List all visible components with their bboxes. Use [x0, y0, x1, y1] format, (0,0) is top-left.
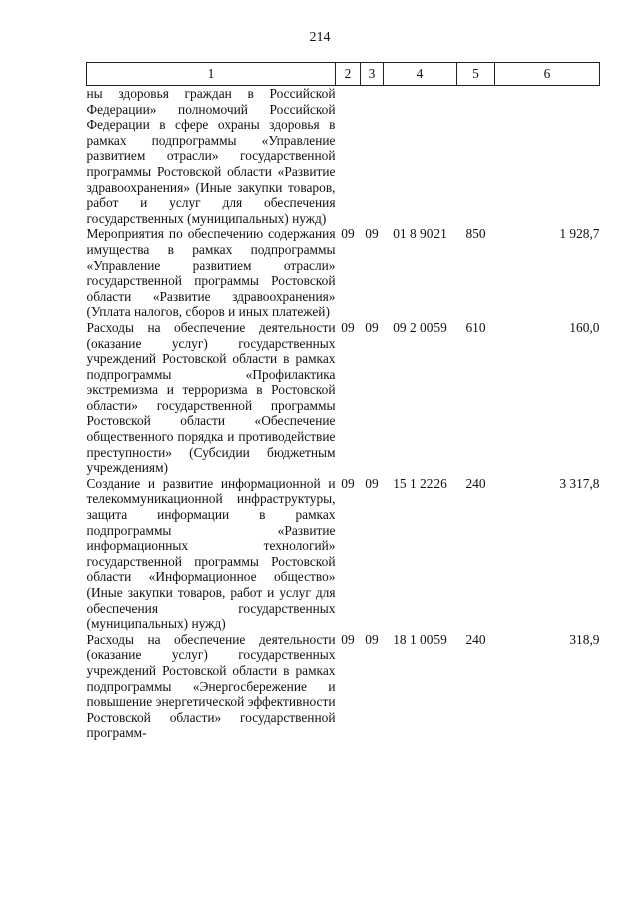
- row-amount: 318,9: [569, 631, 600, 647]
- table-row: [87, 226, 600, 320]
- row-expense-type: 240: [465, 475, 486, 491]
- row-expense-type: 240: [465, 631, 486, 647]
- row-section: 09: [341, 319, 355, 335]
- table-header-row: [87, 63, 600, 86]
- budget-table: [86, 62, 600, 741]
- row-subsection: 09: [365, 226, 379, 242]
- table-row: [87, 632, 600, 741]
- page-number: 214: [309, 30, 331, 45]
- row-expense-type: [457, 86, 495, 227]
- column-header-6: 6: [495, 63, 600, 86]
- row-target-code: 09 2 0059: [393, 319, 447, 335]
- row-expense-type: 850: [465, 226, 486, 242]
- row-amount: 160,0: [569, 319, 600, 335]
- column-header-2: 2: [336, 63, 361, 86]
- row-description: Расходы на обеспечение деятельности (оказание услуг) государственных учреждений Ростовской области в рамках подпрограммы «Профилактика экстремизма и терроризма в Ростовской области» государственной программы Ростовской области «Обеспечение общественного порядка и противодействие преступности» (Субсидии бюджетным учреждениям): [86, 319, 336, 476]
- row-section: 09: [341, 475, 355, 491]
- table-row: [87, 86, 600, 227]
- row-subsection: 09: [365, 475, 379, 491]
- table-row: [87, 320, 600, 476]
- row-target-code: 01 8 9021: [393, 226, 447, 242]
- row-description: Расходы на обеспечение деятельности (оказание услуг) государственных учреждений Ростовской области в рамках подпрограммы «Энергосбережение и повышение энергетической эффективности Ростовской области» государственной программ-: [86, 631, 336, 741]
- row-description: ны здоровья граждан в Российской Федерации» полномочий Российской Федерации в сфере охраны здоровья в рамках подпрограммы «Управление развитием отрасли» государственной программы Ростовской области «Развитие здравоохранения» (Иные закупки товаров, работ и услуг для обеспечения государственных (муниципальных) нужд): [86, 86, 336, 226]
- column-header-5: 5: [457, 63, 495, 86]
- table-row: [87, 476, 600, 632]
- row-expense-type: 610: [465, 319, 486, 335]
- row-section: 09: [341, 631, 355, 647]
- row-target-code: 18 1 0059: [393, 631, 447, 647]
- row-target-code: [384, 86, 457, 227]
- row-subsection: 09: [365, 631, 379, 647]
- row-amount: 1 928,7: [559, 226, 600, 242]
- row-description: Создание и развитие информационной и телекоммуникационной инфраструктуры, защита информации в рамках подпрограммы «Развитие информационных технологий» государственной программы Ростовской области «Информационное общество» (Иные закупки товаров, работ и услуг для обеспечения государственных (муниципальных) нужд): [86, 475, 336, 632]
- row-section: [336, 86, 361, 227]
- row-subsection: [361, 86, 384, 227]
- column-header-3: 3: [361, 63, 384, 86]
- row-amount: [495, 86, 600, 227]
- row-description: Мероприятия по обеспечению содержания имущества в рамках подпрограммы «Управление развитием отрасли» государственной программы Ростовской области «Развитие здравоохранения» (Уплата налогов, сборов и иных платежей): [86, 226, 336, 320]
- row-section: 09: [341, 226, 355, 242]
- column-header-4: 4: [384, 63, 457, 86]
- row-target-code: 15 1 2226: [393, 475, 447, 491]
- row-amount: 3 317,8: [559, 475, 600, 491]
- row-subsection: 09: [365, 319, 379, 335]
- column-header-1: 1: [87, 63, 336, 86]
